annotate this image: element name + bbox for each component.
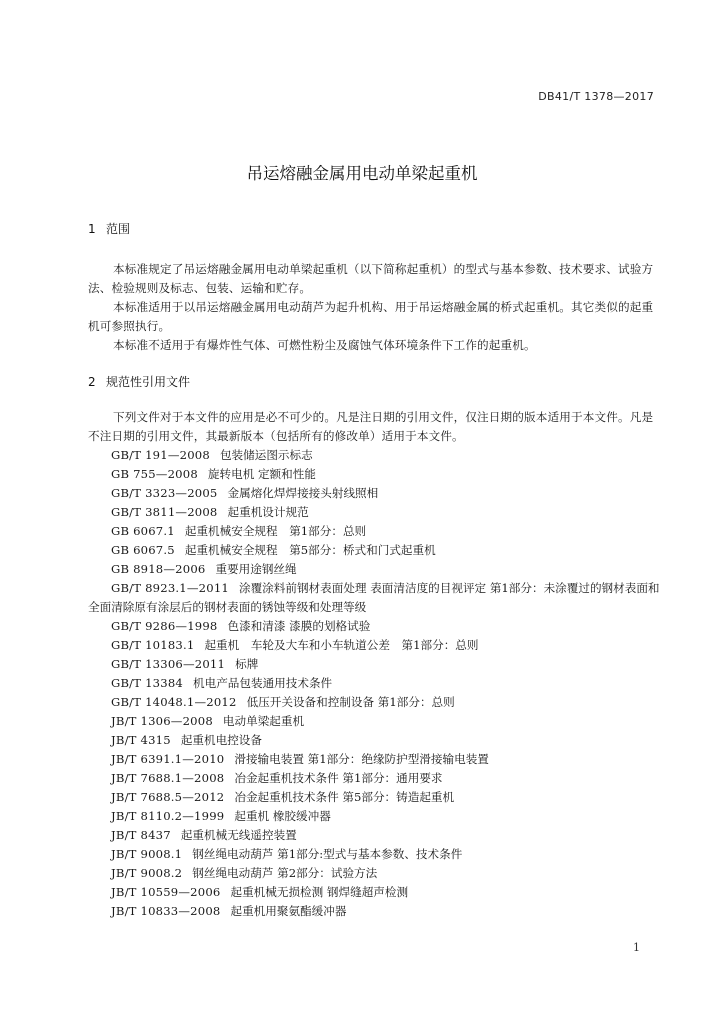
document-title: 吊运熔融金属用电动单梁起重机 xyxy=(246,164,478,183)
reference-item: GB 6067.5 起重机械安全规程 第5部分：桥式和门式起重机 xyxy=(111,543,436,557)
references-intro: 下列文件对于本文件的应用是必不可少的。凡是注日期的引用文件，仅注日期的版本适用于本文件。凡是不注日期的引用文件，其最新版本（包括所有的修改单）适用于本文件。 xyxy=(88,410,654,443)
section-title: 规范性引用文件 xyxy=(106,375,191,389)
section-number: 1 xyxy=(88,222,96,236)
reference-item: JB/T 7688.1—2008 冶金起重机技术条件 第1部分：通用要求 xyxy=(111,771,443,785)
document-code: DB41/T 1378—2017 xyxy=(538,90,654,103)
reference-item: JB/T 8437 起重机械无线遥控装置 xyxy=(111,828,297,842)
reference-item: GB/T 13384 机电产品包装通用技术条件 xyxy=(111,676,333,690)
reference-item: JB/T 10833—2008 起重机用聚氨酯缓冲器 xyxy=(111,904,347,918)
page-number: 1 xyxy=(633,941,640,954)
reference-item: JB/T 9008.1 钢丝绳电动葫芦 第1部分:型式与基本参数、技术条件 xyxy=(111,847,463,861)
reference-item: GB/T 14048.1—2012 低压开关设备和控制设备 第1部分：总则 xyxy=(111,695,455,709)
scope-paragraph-2: 本标准适用于以吊运熔融金属用电动葫芦为起升机构、用于吊运熔融金属的桥式起重机。其它类似的起重机可参照执行。 xyxy=(88,300,654,333)
reference-item: JB/T 6391.1—2010 滑接输电装置 第1部分：绝缘防护型滑接输电装置 xyxy=(111,752,489,766)
reference-item: GB/T 13306—2011 标牌 xyxy=(111,657,259,671)
scope-paragraph-3: 本标准不适用于有爆炸性气体、可燃性粉尘及腐蚀气体环境条件下工作的起重机。 xyxy=(113,338,536,352)
reference-item: JB/T 9008.2 钢丝绳电动葫芦 第2部分：试验方法 xyxy=(111,866,378,880)
reference-item: GB/T 3811—2008 起重机设计规范 xyxy=(111,505,309,519)
section-number: 2 xyxy=(88,375,96,389)
scope-paragraph-1: 本标准规定了吊运熔融金属用电动单梁起重机（以下简称起重机）的型式与基本参数、技术要求、试验方法、检验规则及标志、包装、运输和贮存。 xyxy=(88,262,654,295)
reference-item: JB/T 7688.5—2012 冶金起重机技术条件 第5部分：铸造起重机 xyxy=(111,790,455,804)
section-2-heading xyxy=(88,373,190,390)
reference-item: GB/T 9286—1998 色漆和清漆 漆膜的划格试验 xyxy=(111,619,371,633)
reference-item: GB/T 8923.1—2011 涂覆涂料前钢材表面处理 表面清洁度的目视评定 第1部分：未涂覆过的钢材表面和全面清除原有涂层后的钢材表面的锈蚀等级和处理等级 xyxy=(88,581,660,614)
reference-item: GB/T 10183.1 起重机 车轮及大车和小车轨道公差 第1部分：总则 xyxy=(111,638,479,652)
reference-item: GB 8918—2006 重要用途钢丝绳 xyxy=(111,562,297,576)
section-1-heading xyxy=(88,220,130,237)
reference-item: GB 755—2008 旋转电机 定额和性能 xyxy=(111,467,316,481)
normative-references-list xyxy=(88,446,663,921)
reference-item: GB 6067.1 起重机械安全规程 第1部分：总则 xyxy=(111,524,367,538)
reference-item: JB/T 1306—2008 电动单梁起重机 xyxy=(111,714,305,728)
reference-item: GB/T 3323—2005 金属熔化焊焊接接头射线照相 xyxy=(111,486,379,500)
reference-item: JB/T 10559—2006 起重机械无损检测 钢焊缝超声检测 xyxy=(111,885,409,899)
reference-item: JB/T 8110.2—1999 起重机 橡胶缓冲器 xyxy=(111,809,331,823)
section-title: 范围 xyxy=(106,222,131,236)
reference-item: GB/T 191—2008 包装储运图示标志 xyxy=(111,448,313,462)
reference-item: JB/T 4315 起重机电控设备 xyxy=(111,733,262,747)
